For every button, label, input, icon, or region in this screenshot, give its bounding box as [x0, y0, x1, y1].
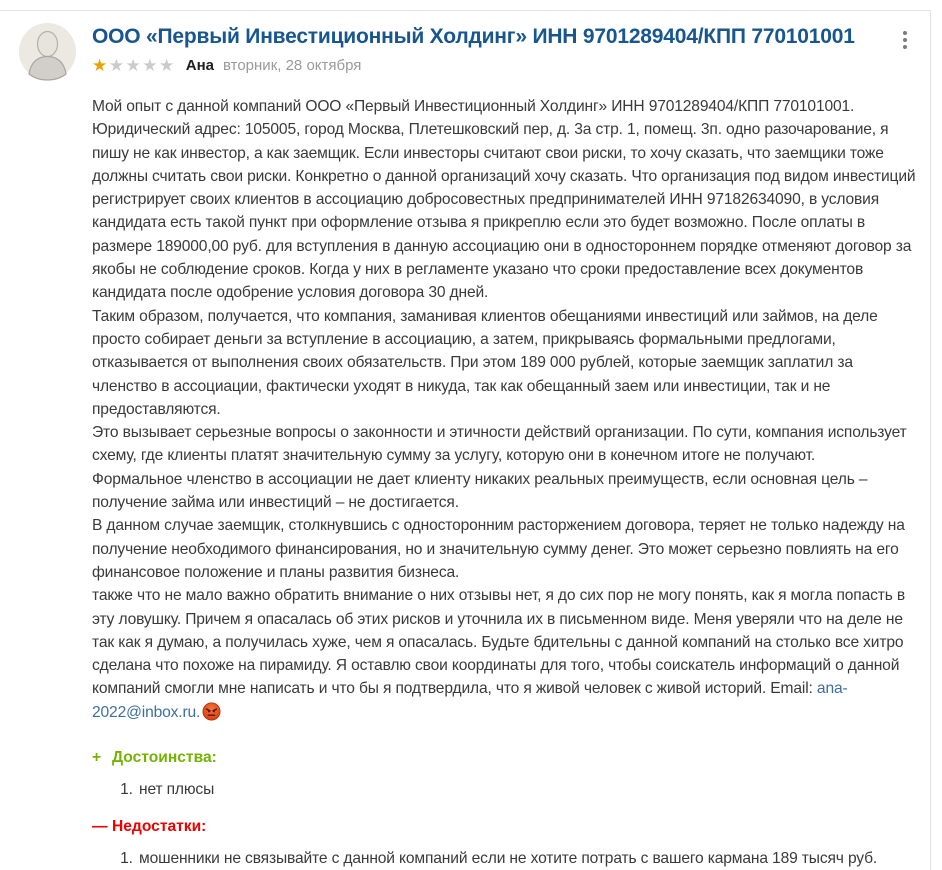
review-card — [0, 10, 931, 870]
pros-heading-label: Достоинства: — [112, 749, 217, 767]
pros-heading — [92, 749, 918, 767]
review-paragraph-text: также что не мало важно обратить внимание о них отзывы нет, я до сих пор не могу понять, как я могла попасть в эту ловушку. Причем я опасалась об этих рисков и уточнила их в письменном виде. Меня уверяли что на деле не так как я думаю, а получилась хуже, чем я опасалась. Будьте бдительны с данной компаний на столько все хитро сделана что похоже на пирамиду. Я оставлю свои координаты для того, чтобы соискатель информаций о данной компаний смогли мне написать и что бы я подтвердила, что я живой человек с живой историй. Email: — [92, 587, 906, 698]
star-icon: ★ — [92, 56, 109, 76]
page-title[interactable]: ООО «Первый Инвестиционный Холдинг» ИНН 9701289404/КПП 770101001 — [92, 25, 855, 48]
star-icon: ★ — [142, 56, 159, 76]
email-link[interactable]: ana-2022@inbox.ru. — [92, 680, 848, 721]
pros-section — [92, 749, 918, 801]
star-icon: ★ — [108, 56, 126, 76]
cons-list-item: 1. мошенники не связывайте с данной компаний если не хотите потрать с вашего кармана 189 тысяч руб. — [137, 847, 918, 870]
star-rating — [92, 57, 176, 74]
avatar — [19, 23, 76, 80]
review-header — [19, 19, 918, 80]
author-name: Ана — [185, 57, 214, 75]
review-paragraph: Мой опыт с данной компаний ООО «Первый Инвестиционный Холдинг» ИНН 9701289404/КПП 770101001. Юридический адрес: 105005, город Москва, Плетешковский пер, д. 3а стр. 1, помещ. 3п. одно разочарование, я пишу не как инвестор, а как заемщик. Если инвесторы считают свои риски, то хочу сказать, что заемщики тоже должны считать свои риски. Конкретно о данной организаций хочу сказать. Что организация под видом инвестиций регистрирует своих клиентов в ассоциацию добросовестных предпринимателей ИНН 97182634090, в условия кандидата есть такой пункт при оформление отзыва я прикреплю если это будет возможно. После оплаты в размере 189000,00 руб. для вступления в данную ассоциацию они в одностороннем порядке отменяют договор за якобы не соблюдение сроков. Когда у них в регламенте указано что сроки предоставление всех документов кандидата после одобрение условия договора 30 дней. — [92, 98, 916, 302]
review-meta — [92, 57, 894, 74]
review-paragraph: Формальное членство в ассоциации не дает клиенту никаких реальных преимуществ, если основная цель – получение займа или инвестиций – не достигается. — [92, 470, 868, 512]
review-date: вторник, 28 октября — [223, 57, 362, 75]
minus-icon: — — [92, 818, 108, 836]
star-icon: ★ — [125, 56, 143, 76]
angry-face-emoji-icon — [202, 702, 221, 728]
cons-heading-label: Недостатки: — [112, 818, 207, 836]
cons-list — [92, 847, 918, 870]
person-placeholder-icon — [19, 23, 76, 80]
review-paragraph: В данном случае заемщик, столкнувшись с односторонним расторжением договора, теряет не только надежду на получение необходимого финансирования, но и значительную сумму денег. Это может серьезно повлиять на его финансовое положение и планы развития бизнеса. — [92, 517, 905, 581]
pros-list-item: 1. нет плюсы — [137, 778, 918, 801]
review-paragraph: Таким образом, получается, что компания, заманивая клиентов обещаниями инвестиций или займов, на деле просто собирает деньги за вступление в ассоциацию, а затем, прикрываясь формальными предлогами, отказывается от выполнения своих обязательств. При этом 189 000 рублей, которые заемщик заплатил за членство в ассоциации, фактически уходят в никуда, так как обещанный заем или инвестиции, так и не предоставляются. — [92, 307, 878, 418]
review-body — [92, 95, 918, 728]
cons-section — [92, 818, 918, 870]
kebab-menu-icon[interactable] — [894, 31, 916, 49]
review-paragraph-last — [92, 584, 918, 728]
plus-icon: + — [92, 749, 102, 767]
star-icon: ★ — [159, 56, 176, 76]
review-paragraph: Это вызывает серьезные вопросы о законности и этичности действий организации. По сути, компания использует схему, где клиенты платят значительную сумму за услугу, которую они в конечном итоге не получают. — [92, 424, 907, 465]
pros-list — [92, 778, 918, 801]
cons-heading — [92, 818, 918, 836]
header-main — [92, 19, 894, 74]
